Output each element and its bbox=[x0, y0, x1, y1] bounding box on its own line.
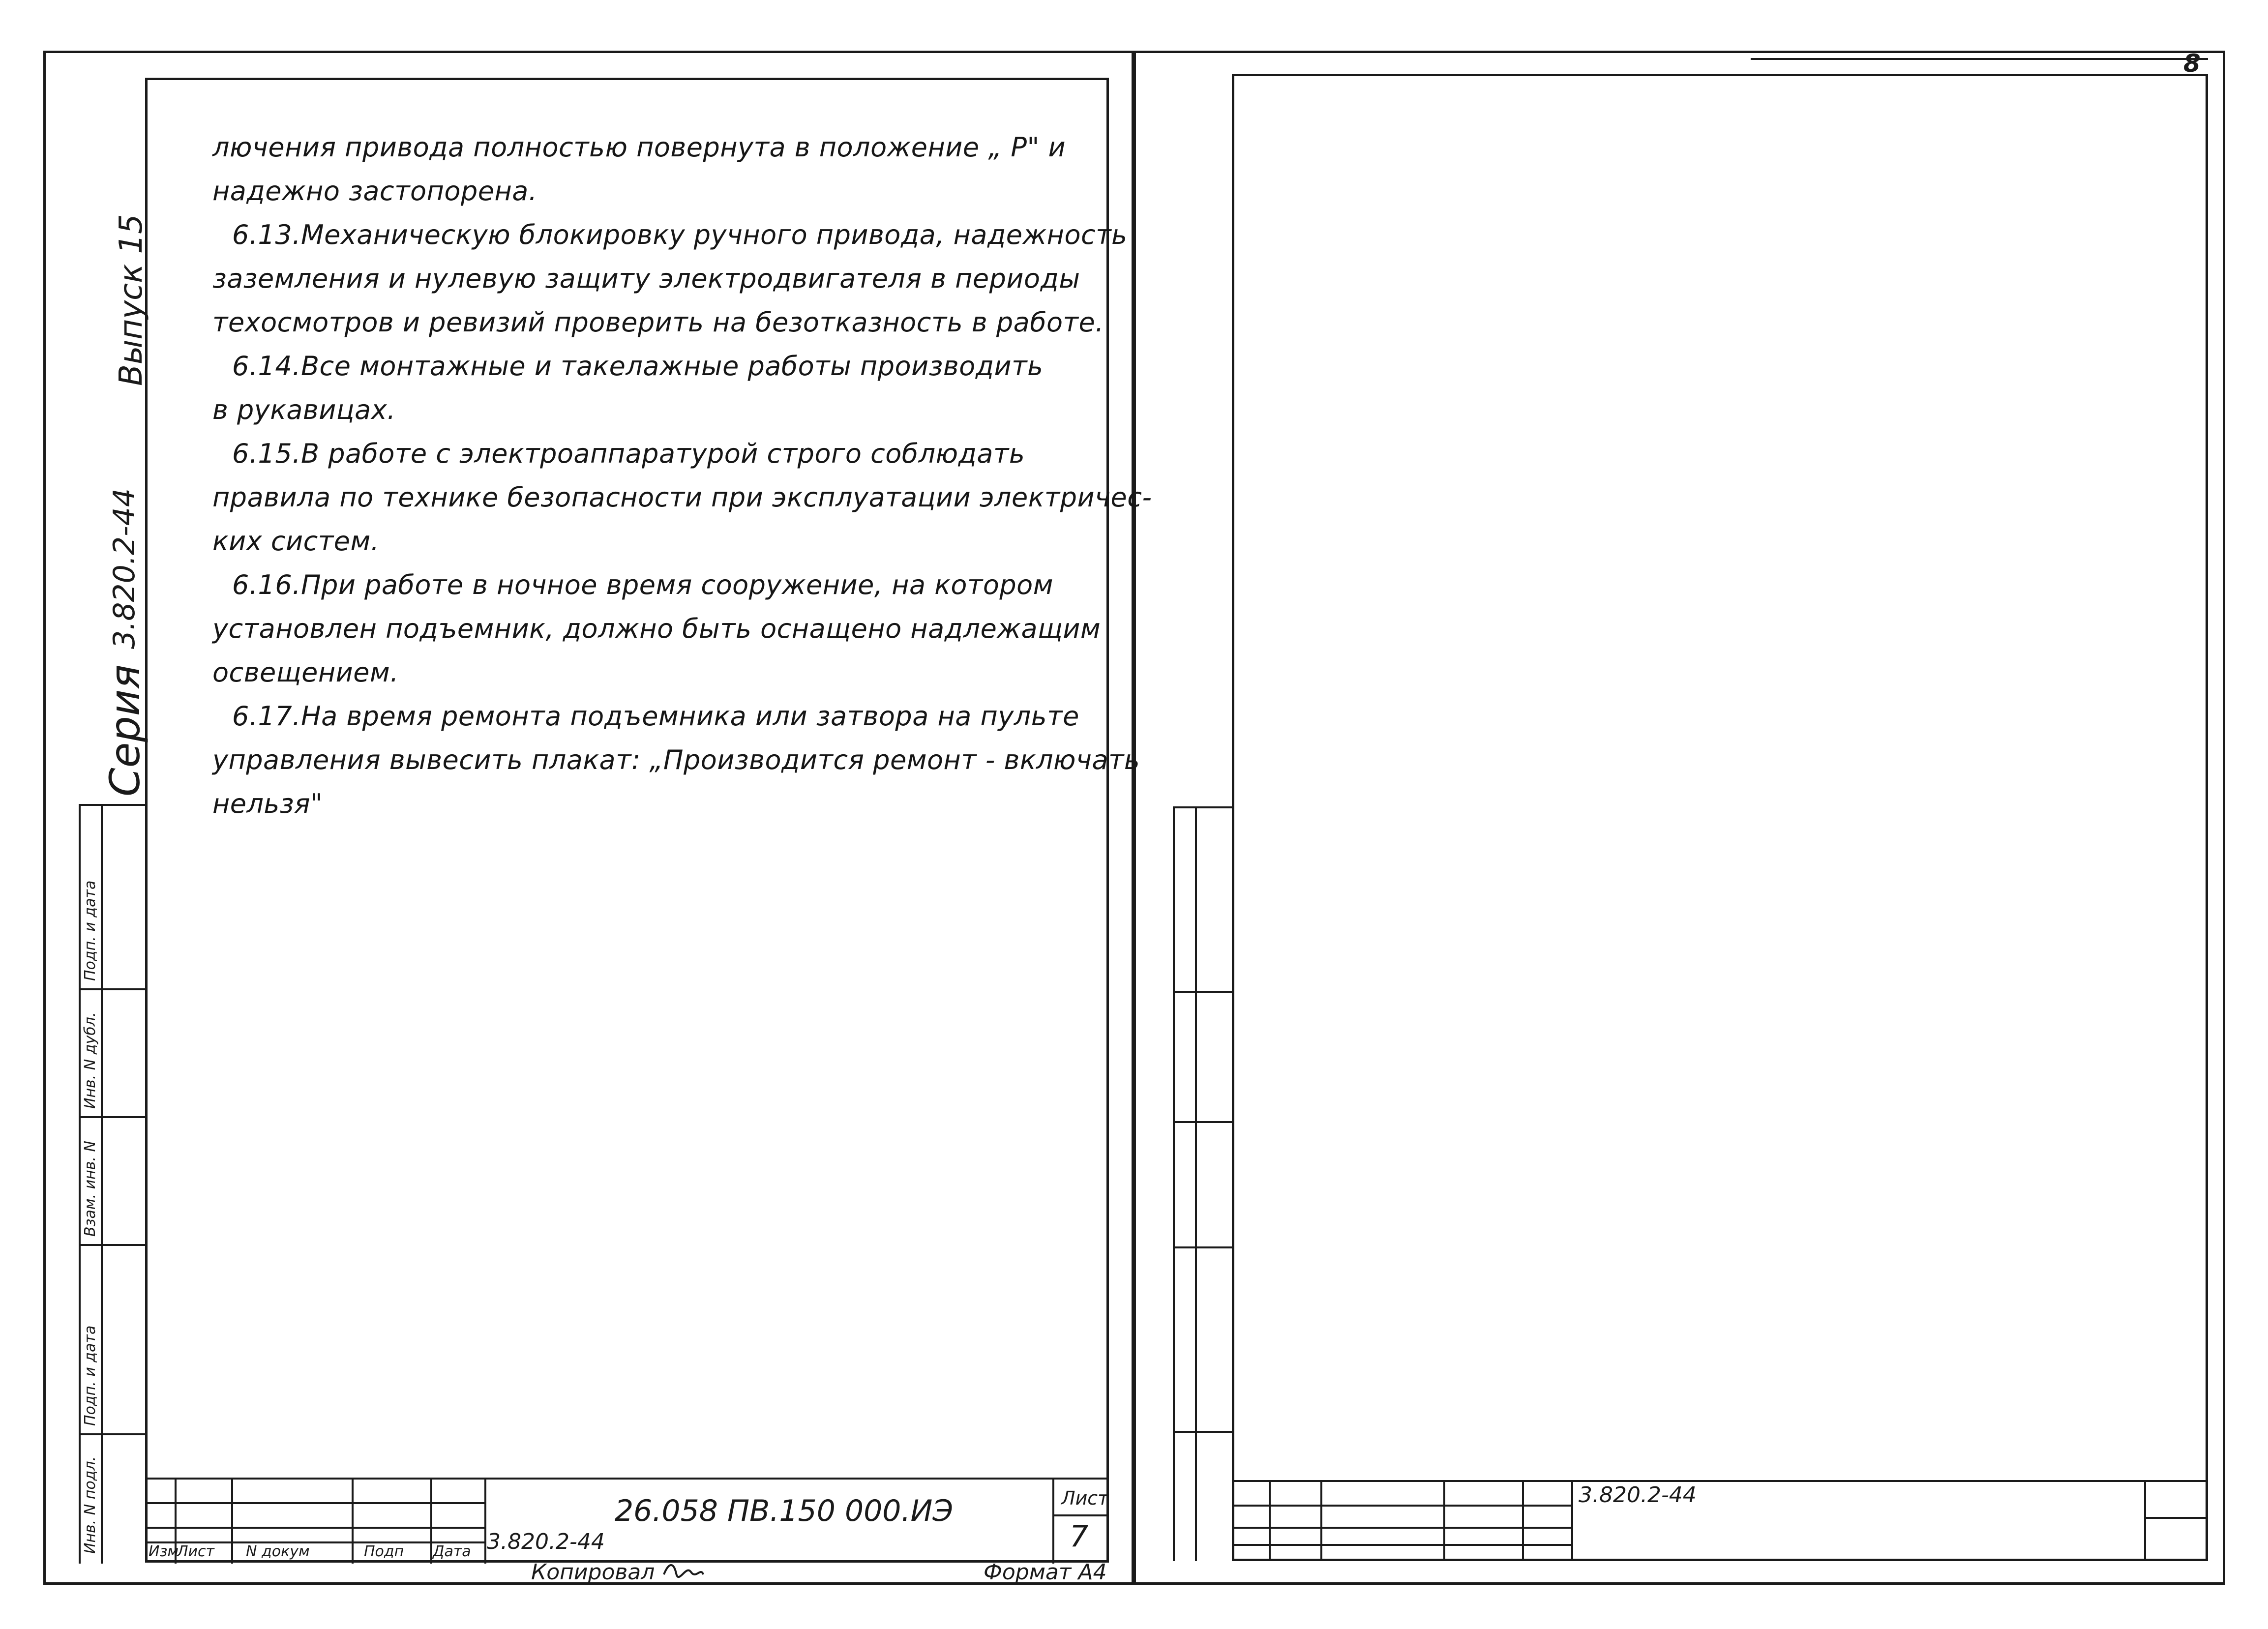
text-line: Механическую блокировку ручного привода, надежность bbox=[301, 219, 1128, 250]
text-line: заземления и нулевую защиту электродвигателя в периоды bbox=[212, 263, 1080, 294]
label-podp: Подп bbox=[364, 1543, 404, 1560]
title-block-col bbox=[430, 1478, 432, 1564]
instruction-text bbox=[212, 125, 1152, 826]
margin-row-divider bbox=[79, 1244, 147, 1246]
margin-column-divider bbox=[1195, 806, 1197, 1561]
text-line: установлен подъемник, должно быть оснащено надлежащим bbox=[212, 613, 1101, 644]
title-block-col bbox=[231, 1478, 233, 1564]
title-block-top bbox=[1232, 1480, 2208, 1482]
title-block-col bbox=[2144, 1480, 2146, 1561]
seriya-code: 3.820.2-44 bbox=[107, 488, 142, 649]
paragraph-number: 6.15. bbox=[232, 438, 301, 469]
title-block-col bbox=[1522, 1480, 1524, 1561]
label-list: Лист bbox=[177, 1543, 215, 1560]
title-block-row bbox=[1052, 1514, 1109, 1516]
margin-row-divider bbox=[79, 1433, 147, 1435]
margin-row-divider bbox=[1173, 991, 1233, 993]
margin-inv-podl: Инв. N подл. bbox=[82, 1456, 99, 1554]
margin-vzam-inv: Взам. инв. N bbox=[82, 1141, 99, 1237]
text-line: надежно застопорена. bbox=[212, 176, 537, 207]
paragraph-6-13-first-line bbox=[212, 213, 1128, 257]
margin-row-divider bbox=[1173, 1431, 1233, 1433]
margin-row-divider bbox=[79, 1116, 147, 1118]
paragraph-number: 6.14. bbox=[232, 351, 301, 382]
text-line: лючения привода полностью повернута в положение „ P" и bbox=[212, 132, 1066, 163]
title-block-col bbox=[1320, 1480, 1322, 1561]
margin-row-divider bbox=[79, 804, 147, 806]
title-block-row bbox=[1232, 1527, 1571, 1529]
margin-row-divider bbox=[1173, 806, 1233, 808]
page-number-top-line bbox=[1751, 58, 2208, 60]
title-block-series-code: 3.820.2-44 bbox=[487, 1529, 605, 1554]
text-line: нельзя" bbox=[212, 788, 323, 819]
copied-by-label: Копировал bbox=[531, 1560, 655, 1585]
paragraph-number: 6.13. bbox=[232, 219, 301, 250]
margin-column-divider bbox=[1173, 806, 1175, 1561]
title-block-row bbox=[1232, 1505, 1571, 1507]
paragraph-number: 6.16. bbox=[232, 569, 301, 600]
paragraph-6-14-first-line bbox=[212, 344, 1107, 388]
text-line: На время ремонта подъемника или затвора на пульте bbox=[301, 701, 1079, 732]
text-line: При работе в ночное время сооружение, на котором bbox=[301, 569, 1053, 600]
title-block-row bbox=[1232, 1544, 1571, 1546]
margin-column-divider bbox=[101, 804, 103, 1564]
text-line: управления вывесить плакат: „Производится ремонт - включать bbox=[212, 744, 1140, 775]
text-line: Все монтажные и такелажные работы производить bbox=[301, 351, 1044, 382]
text-line: правила по технике безопасности при эксплуатации электричес- bbox=[212, 482, 1152, 513]
title-block-col bbox=[1443, 1480, 1445, 1561]
label-data: Дата bbox=[433, 1543, 471, 1560]
title-block-row bbox=[2144, 1517, 2208, 1519]
document-number: 26.058 ПВ.150 000.ИЭ bbox=[615, 1494, 954, 1528]
text-line: в рукавицах. bbox=[212, 394, 396, 425]
paragraph-6-17-first-line bbox=[212, 694, 1107, 738]
margin-column-divider bbox=[79, 804, 81, 1564]
sheet-label: Лист bbox=[1061, 1487, 1109, 1509]
label-izm: Изм bbox=[149, 1543, 179, 1560]
seriya-word: Серия bbox=[101, 664, 149, 797]
margin-row-divider bbox=[1173, 1121, 1233, 1123]
paragraph-6-16-first-line bbox=[212, 563, 1107, 607]
margin-podp-data-2: Подп. и дата bbox=[82, 880, 99, 981]
text-line: освещением. bbox=[212, 657, 399, 688]
label-n-dokum: N докум bbox=[246, 1543, 310, 1560]
copied-by-signature bbox=[661, 1560, 706, 1579]
text-line: ких систем. bbox=[212, 526, 380, 557]
margin-podp-data-1: Подп. и дата bbox=[82, 1325, 99, 1426]
vypusk-label: Выпуск 15 bbox=[113, 214, 149, 386]
margin-inv-dubl: Инв. N дубл. bbox=[82, 1012, 99, 1109]
text-line: техосмотров и ревизий проверить на безотказность в работе. bbox=[212, 307, 1104, 338]
page-number: 8 bbox=[2183, 49, 2201, 78]
title-block-col bbox=[484, 1478, 486, 1564]
title-block-col bbox=[1571, 1480, 1573, 1561]
sheet-number: 7 bbox=[1070, 1519, 1089, 1554]
text-line: В работе с электроаппаратурой строго соблюдать bbox=[301, 438, 1025, 469]
format-label: Формат А4 bbox=[984, 1560, 1107, 1585]
title-block-top bbox=[145, 1478, 1109, 1480]
title-block-col bbox=[352, 1478, 354, 1564]
title-block-col bbox=[1269, 1480, 1271, 1561]
right-title-block-series-code: 3.820.2-44 bbox=[1579, 1482, 1697, 1508]
margin-row-divider bbox=[79, 988, 147, 990]
right-sheet-inner-frame bbox=[1232, 74, 2208, 1561]
title-block-row bbox=[145, 1502, 484, 1504]
paragraph-number: 6.17. bbox=[232, 701, 301, 732]
margin-row-divider bbox=[1173, 1246, 1233, 1248]
title-block-col bbox=[1052, 1478, 1054, 1564]
paragraph-6-15-first-line bbox=[212, 432, 1107, 475]
title-block-row bbox=[145, 1527, 484, 1529]
